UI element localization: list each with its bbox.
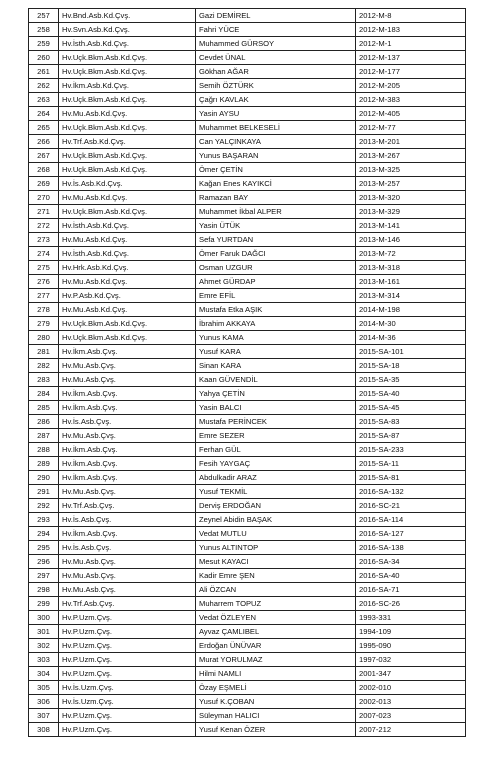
rank-cell: Hv.Mu.Asb.Çvş. [59, 359, 196, 373]
rank-cell: Hv.İkm.Asb.Çvş. [59, 345, 196, 359]
registry-number-cell: 2013-M-320 [356, 191, 466, 205]
row-number: 293 [29, 513, 59, 527]
row-number: 261 [29, 65, 59, 79]
table-row [29, 541, 466, 555]
table-row [29, 695, 466, 709]
row-number: 283 [29, 373, 59, 387]
table-row [29, 457, 466, 471]
rank-cell: Hv.Mu.Asb.Kd.Çvş. [59, 275, 196, 289]
rank-cell: Hv.İs.Uzm.Çvş. [59, 695, 196, 709]
rank-cell: Hv.Mu.Asb.Kd.Çvş. [59, 233, 196, 247]
table-row [29, 709, 466, 723]
name-cell: Muhammet İkbal ALPER [196, 205, 356, 219]
row-number: 295 [29, 541, 59, 555]
row-number: 267 [29, 149, 59, 163]
table-row [29, 23, 466, 37]
rank-cell: Hv.İkm.Asb.Çvş. [59, 457, 196, 471]
table-row [29, 275, 466, 289]
name-cell: Mustafa Etka AŞIK [196, 303, 356, 317]
name-cell: İbrahim AKKAYA [196, 317, 356, 331]
table-row [29, 65, 466, 79]
row-number: 294 [29, 527, 59, 541]
name-cell: Mustafa PERİNCEK [196, 415, 356, 429]
row-number: 288 [29, 443, 59, 457]
rank-cell: Hv.İs.Uzm.Çvş. [59, 681, 196, 695]
table-row [29, 429, 466, 443]
registry-number-cell: 2013-M-201 [356, 135, 466, 149]
row-number: 270 [29, 191, 59, 205]
rank-cell: Hv.İkm.Asb.Çvş. [59, 387, 196, 401]
rank-cell: Hv.Mu.Asb.Kd.Çvş. [59, 107, 196, 121]
registry-number-cell: 2012-M-183 [356, 23, 466, 37]
table-row [29, 205, 466, 219]
table-row [29, 723, 466, 737]
registry-number-cell: 2012-M-137 [356, 51, 466, 65]
registry-number-cell: 2015-SA-233 [356, 443, 466, 457]
name-cell: Osman UZGUR [196, 261, 356, 275]
table-row [29, 233, 466, 247]
name-cell: Emre SEZER [196, 429, 356, 443]
registry-number-cell: 2015-SA-87 [356, 429, 466, 443]
rank-cell: Hv.İkm.Asb.Çvş. [59, 527, 196, 541]
registry-number-cell: 2016-SA-138 [356, 541, 466, 555]
registry-number-cell: 2015-SA-45 [356, 401, 466, 415]
row-number: 303 [29, 653, 59, 667]
table-row [29, 639, 466, 653]
row-number: 301 [29, 625, 59, 639]
rank-cell: Hv.Bnd.Asb.Kd.Çvş. [59, 9, 196, 23]
name-cell: Mesut KAYACI [196, 555, 356, 569]
name-cell: Sefa YURTDAN [196, 233, 356, 247]
registry-number-cell: 2007-212 [356, 723, 466, 737]
name-cell: Kağan Enes KAYIKCİ [196, 177, 356, 191]
table-row [29, 331, 466, 345]
name-cell: Yusuf TEKMİL [196, 485, 356, 499]
name-cell: Hilmi NAMLI [196, 667, 356, 681]
row-number: 266 [29, 135, 59, 149]
rank-cell: Hv.İs.Asb.Kd.Çvş. [59, 177, 196, 191]
table-row [29, 471, 466, 485]
table-row [29, 163, 466, 177]
table-row [29, 37, 466, 51]
rank-cell: Hv.İsth.Asb.Kd.Çvş. [59, 219, 196, 233]
registry-number-cell: 2015-SA-83 [356, 415, 466, 429]
table-row [29, 149, 466, 163]
rank-cell: Hv.Mu.Asb.Çvş. [59, 555, 196, 569]
row-number: 258 [29, 23, 59, 37]
registry-number-cell: 2013-M-267 [356, 149, 466, 163]
name-cell: Yusuf Kenan ÖZER [196, 723, 356, 737]
table-row [29, 219, 466, 233]
row-number: 289 [29, 457, 59, 471]
table-row [29, 555, 466, 569]
row-number: 275 [29, 261, 59, 275]
table-row [29, 401, 466, 415]
name-cell: Yunus KAMA [196, 331, 356, 345]
rank-cell: Hv.P.Uzm.Çvş. [59, 709, 196, 723]
table-row [29, 177, 466, 191]
name-cell: Yunus BAŞARAN [196, 149, 356, 163]
name-cell: Zeynel Abidin BAŞAK [196, 513, 356, 527]
name-cell: Gazi DEMİREL [196, 9, 356, 23]
table-row [29, 135, 466, 149]
row-number: 285 [29, 401, 59, 415]
personnel-table-body [29, 9, 466, 737]
registry-number-cell: 2016-SC-26 [356, 597, 466, 611]
name-cell: Özay EŞMELİ [196, 681, 356, 695]
registry-number-cell: 2016-SC-21 [356, 499, 466, 513]
row-number: 281 [29, 345, 59, 359]
registry-number-cell: 2012-M-1 [356, 37, 466, 51]
rank-cell: Hv.İsth.Asb.Kd.Çvş. [59, 37, 196, 51]
row-number: 271 [29, 205, 59, 219]
name-cell: Ahmet GÜRDAP [196, 275, 356, 289]
table-row [29, 247, 466, 261]
registry-number-cell: 2015-SA-81 [356, 471, 466, 485]
table-row [29, 191, 466, 205]
name-cell: Emre EFİL [196, 289, 356, 303]
name-cell: Ömer ÇETİN [196, 163, 356, 177]
row-number: 279 [29, 317, 59, 331]
registry-number-cell: 2015-SA-35 [356, 373, 466, 387]
rank-cell: Hv.İkm.Asb.Çvş. [59, 443, 196, 457]
name-cell: Murat YORULMAZ [196, 653, 356, 667]
row-number: 264 [29, 107, 59, 121]
table-row [29, 261, 466, 275]
registry-number-cell: 2012-M-8 [356, 9, 466, 23]
rank-cell: Hv.Uçk.Bkm.Asb.Kd.Çvş. [59, 163, 196, 177]
rank-cell: Hv.Mu.Asb.Kd.Çvş. [59, 303, 196, 317]
table-row [29, 569, 466, 583]
table-row [29, 485, 466, 499]
table-row [29, 359, 466, 373]
registry-number-cell: 1995-090 [356, 639, 466, 653]
row-number: 257 [29, 9, 59, 23]
table-row [29, 667, 466, 681]
row-number: 300 [29, 611, 59, 625]
rank-cell: Hv.Uçk.Bkm.Asb.Kd.Çvş. [59, 51, 196, 65]
table-row [29, 387, 466, 401]
registry-number-cell: 2013-M-141 [356, 219, 466, 233]
name-cell: Yusuf KARA [196, 345, 356, 359]
rank-cell: Hv.Trf.Asb.Kd.Çvş. [59, 135, 196, 149]
table-row [29, 79, 466, 93]
registry-number-cell: 2016-SA-40 [356, 569, 466, 583]
row-number: 277 [29, 289, 59, 303]
table-row [29, 597, 466, 611]
row-number: 276 [29, 275, 59, 289]
rank-cell: Hv.Mu.Asb.Çvş. [59, 373, 196, 387]
table-row [29, 499, 466, 513]
name-cell: Kaan GÜVENDİL [196, 373, 356, 387]
table-row [29, 611, 466, 625]
rank-cell: Hv.İkm.Asb.Çvş. [59, 401, 196, 415]
row-number: 290 [29, 471, 59, 485]
table-row [29, 415, 466, 429]
registry-number-cell: 2016-SA-34 [356, 555, 466, 569]
table-row [29, 9, 466, 23]
registry-number-cell: 1993-331 [356, 611, 466, 625]
row-number: 262 [29, 79, 59, 93]
registry-number-cell: 2012-M-177 [356, 65, 466, 79]
registry-number-cell: 2013-M-314 [356, 289, 466, 303]
name-cell: Ali ÖZCAN [196, 583, 356, 597]
registry-number-cell: 1994-109 [356, 625, 466, 639]
name-cell: Semih ÖZTÜRK [196, 79, 356, 93]
name-cell: Vedat MUTLU [196, 527, 356, 541]
registry-number-cell: 2012-M-205 [356, 79, 466, 93]
table-row [29, 513, 466, 527]
name-cell: Yasin BALCI [196, 401, 356, 415]
registry-number-cell: 2001-347 [356, 667, 466, 681]
registry-number-cell: 2015-SA-101 [356, 345, 466, 359]
registry-number-cell: 2014-M-36 [356, 331, 466, 345]
name-cell: Yunus ALTINTOP [196, 541, 356, 555]
name-cell: Gökhan AĞAR [196, 65, 356, 79]
registry-number-cell: 2013-M-161 [356, 275, 466, 289]
registry-number-cell: 2016-SA-127 [356, 527, 466, 541]
rank-cell: Hv.P.Asb.Kd.Çvş. [59, 289, 196, 303]
rank-cell: Hv.P.Uzm.Çvş. [59, 723, 196, 737]
row-number: 278 [29, 303, 59, 317]
rank-cell: Hv.Trf.Asb.Çvş. [59, 499, 196, 513]
row-number: 287 [29, 429, 59, 443]
table-row [29, 681, 466, 695]
rank-cell: Hv.Uçk.Bkm.Asb.Kd.Çvş. [59, 149, 196, 163]
rank-cell: Hv.Hrk.Asb.Kd.Çvş. [59, 261, 196, 275]
row-number: 280 [29, 331, 59, 345]
name-cell: Abdulkadir ARAZ [196, 471, 356, 485]
name-cell: Vedat ÖZLEYEN [196, 611, 356, 625]
rank-cell: Hv.Mu.Asb.Kd.Çvş. [59, 191, 196, 205]
name-cell: Muharrem TOPUZ [196, 597, 356, 611]
row-number: 272 [29, 219, 59, 233]
rank-cell: Hv.Uçk.Bkm.Asb.Kd.Çvş. [59, 317, 196, 331]
name-cell: Fesih YAYGAÇ [196, 457, 356, 471]
registry-number-cell: 2013-M-72 [356, 247, 466, 261]
rank-cell: Hv.İsth.Asb.Kd.Çvş. [59, 247, 196, 261]
table-row [29, 51, 466, 65]
rank-cell: Hv.Svn.Asb.Kd.Çvş. [59, 23, 196, 37]
rank-cell: Hv.Uçk.Bkm.Asb.Kd.Çvş. [59, 205, 196, 219]
table-row [29, 303, 466, 317]
row-number: 297 [29, 569, 59, 583]
registry-number-cell: 2013-M-329 [356, 205, 466, 219]
registry-number-cell: 2012-M-77 [356, 121, 466, 135]
rank-cell: Hv.P.Uzm.Çvş. [59, 667, 196, 681]
table-row [29, 527, 466, 541]
row-number: 307 [29, 709, 59, 723]
row-number: 302 [29, 639, 59, 653]
registry-number-cell: 2013-M-257 [356, 177, 466, 191]
name-cell: Ömer Faruk DAĞCI [196, 247, 356, 261]
row-number: 259 [29, 37, 59, 51]
row-number: 260 [29, 51, 59, 65]
rank-cell: Hv.Uçk.Bkm.Asb.Kd.Çvş. [59, 331, 196, 345]
row-number: 291 [29, 485, 59, 499]
rank-cell: Hv.P.Uzm.Çvş. [59, 625, 196, 639]
registry-number-cell: 2016-SA-71 [356, 583, 466, 597]
table-row [29, 443, 466, 457]
name-cell: Derviş ERDOĞAN [196, 499, 356, 513]
row-number: 299 [29, 597, 59, 611]
name-cell: Can YALÇINKAYA [196, 135, 356, 149]
table-row [29, 583, 466, 597]
registry-number-cell: 2014-M-30 [356, 317, 466, 331]
registry-number-cell: 2012-M-383 [356, 93, 466, 107]
registry-number-cell: 2016-SA-114 [356, 513, 466, 527]
table-row [29, 625, 466, 639]
row-number: 296 [29, 555, 59, 569]
name-cell: Yasin AYSU [196, 107, 356, 121]
row-number: 304 [29, 667, 59, 681]
rank-cell: Hv.İkm.Asb.Kd.Çvş. [59, 79, 196, 93]
rank-cell: Hv.İs.Asb.Çvş. [59, 541, 196, 555]
registry-number-cell: 1997-032 [356, 653, 466, 667]
name-cell: Ayvaz ÇAMLIBEL [196, 625, 356, 639]
registry-number-cell: 2013-M-318 [356, 261, 466, 275]
name-cell: Çağrı KAVLAK [196, 93, 356, 107]
rank-cell: Hv.P.Uzm.Çvş. [59, 653, 196, 667]
row-number: 292 [29, 499, 59, 513]
name-cell: Süleyman HALICI [196, 709, 356, 723]
personnel-table [28, 8, 466, 737]
row-number: 273 [29, 233, 59, 247]
table-row [29, 345, 466, 359]
row-number: 298 [29, 583, 59, 597]
name-cell: Yusuf K.ÇOBAN [196, 695, 356, 709]
table-row [29, 107, 466, 121]
rank-cell: Hv.P.Uzm.Çvş. [59, 611, 196, 625]
rank-cell: Hv.Mu.Asb.Çvş. [59, 485, 196, 499]
rank-cell: Hv.Mu.Asb.Çvş. [59, 583, 196, 597]
registry-number-cell: 2013-M-146 [356, 233, 466, 247]
registry-number-cell: 2016-SA-132 [356, 485, 466, 499]
rank-cell: Hv.Trf.Asb.Çvş. [59, 597, 196, 611]
row-number: 286 [29, 415, 59, 429]
rank-cell: Hv.Mu.Asb.Çvş. [59, 569, 196, 583]
registry-number-cell: 2013-M-325 [356, 163, 466, 177]
registry-number-cell: 2002-013 [356, 695, 466, 709]
rank-cell: Hv.Uçk.Bkm.Asb.Kd.Çvş. [59, 65, 196, 79]
registry-number-cell: 2012-M-405 [356, 107, 466, 121]
name-cell: Muhammed GÜRSOY [196, 37, 356, 51]
name-cell: Kadir Emre ŞEN [196, 569, 356, 583]
registry-number-cell: 2007-023 [356, 709, 466, 723]
name-cell: Fahri YÜCE [196, 23, 356, 37]
registry-number-cell: 2015-SA-18 [356, 359, 466, 373]
name-cell: Erdoğan ÜNÜVAR [196, 639, 356, 653]
row-number: 306 [29, 695, 59, 709]
name-cell: Muhammet BELKESELİ [196, 121, 356, 135]
row-number: 265 [29, 121, 59, 135]
registry-number-cell: 2015-SA-11 [356, 457, 466, 471]
name-cell: Ferhan GÜL [196, 443, 356, 457]
table-row [29, 289, 466, 303]
row-number: 263 [29, 93, 59, 107]
table-row [29, 373, 466, 387]
table-row [29, 121, 466, 135]
table-row [29, 93, 466, 107]
row-number: 308 [29, 723, 59, 737]
name-cell: Ramazan BAY [196, 191, 356, 205]
rank-cell: Hv.P.Uzm.Çvş. [59, 639, 196, 653]
name-cell: Yasin ÜTÜK [196, 219, 356, 233]
registry-number-cell: 2014-M-198 [356, 303, 466, 317]
table-row [29, 653, 466, 667]
row-number: 305 [29, 681, 59, 695]
registry-number-cell: 2002-010 [356, 681, 466, 695]
row-number: 274 [29, 247, 59, 261]
row-number: 282 [29, 359, 59, 373]
name-cell: Cevdet ÜNAL [196, 51, 356, 65]
rank-cell: Hv.İs.Asb.Çvş. [59, 513, 196, 527]
rank-cell: Hv.Uçk.Bkm.Asb.Kd.Çvş. [59, 93, 196, 107]
table-row [29, 317, 466, 331]
registry-number-cell: 2015-SA-40 [356, 387, 466, 401]
rank-cell: Hv.İs.Asb.Çvş. [59, 415, 196, 429]
rank-cell: Hv.Mu.Asb.Çvş. [59, 429, 196, 443]
name-cell: Yahya ÇETİN [196, 387, 356, 401]
row-number: 284 [29, 387, 59, 401]
row-number: 268 [29, 163, 59, 177]
name-cell: Sinan KARA [196, 359, 356, 373]
rank-cell: Hv.Uçk.Bkm.Asb.Kd.Çvş. [59, 121, 196, 135]
row-number: 269 [29, 177, 59, 191]
rank-cell: Hv.İkm.Asb.Çvş. [59, 471, 196, 485]
